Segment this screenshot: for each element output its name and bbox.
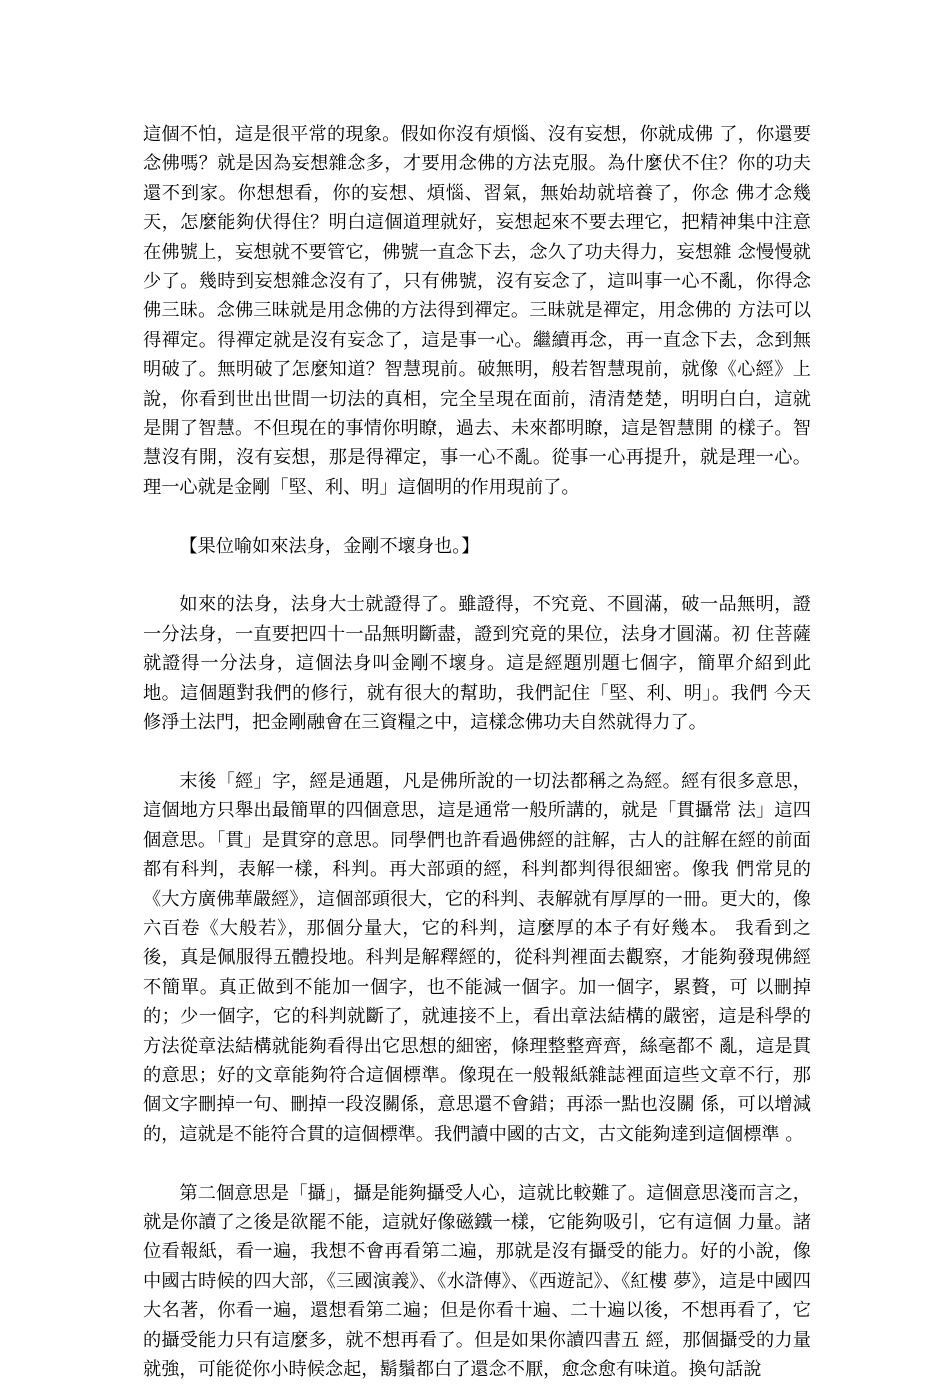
paragraph-5: 第二個意思是「攝」，攝是能夠攝受人心，這就比較難了。這個意思淺而言之，就是你讀了之後是欲罷不能，這就好像磁鐵一樣，它能夠吸引，它有這個 力量。諸位看報紙，看一遍，我想不會再看第二遍，那就是沒有攝受的能力。好的小說，像中國古時候的四大部，《三國演義》、《水滸傳》、《西遊記》、《紅樓 夢》，這是中國四大名著，你看一遍，還想看第二遍；但是你看十遍、二十遍以後，不想再看了，它的攝受能力只有這麼多，就不想再看了。但是如果你讀四書五 經，那個攝受的力量就強，可能從你小時候念起，鬍鬚都白了還念不厭，愈念愈有味道。換句話說 (143, 1182, 811, 1380)
verse-heading: 【果位喻如來法身，金剛不壞身也。】 (179, 535, 480, 557)
paragraph-1: 這個不怕，這是很平常的現象。假如你沒有煩惱、沒有妄想，你就成佛 了，你還要念佛嗎？就是因為妄想雜念多，才要用念佛的方法克服。為什麼伏不住？你的功夫還不到家。你想想看，你的妄想、煩惱、習氣，無始劫就培養了，你念 佛才念幾天，怎麼能夠伏得住？明白這個道理就好，妄想起來不要去理它，把精神集中注意在佛號上，妄想就不要管它，佛號一直念下去，念久了功夫得力，妄想雜 念慢慢就少了。幾時到妄想雜念沒有了，只有佛號，沒有妄念了，這叫事一心不亂，你得念佛三昧。念佛三昧就是用念佛的方法得到禪定。三昧就是禪定，用念佛的 方法可以得禪定。得禪定就是沒有妄念了，這是事一心。繼續再念，再一直念下去，念到無明破了。無明破了怎麼知道？智慧現前。破無明，般若智慧現前，就像《心經》上說，你看到世出世間一切法的真相，完全呈現在面前，清清楚楚，明明白白，這就是開了智慧。不但現在的事情你明瞭，過去、未來都明瞭，這是智慧開 的樣子。智慧沒有開，沒有妄想，那是得禪定，事一心不亂。從事一心再提升，就是理一心。理一心就是金剛「堅、利、明」這個明的作用現前了。 (143, 124, 811, 498)
document-page (143, 120, 811, 1384)
paragraph-4: 末後「經」字，經是通題，凡是佛所說的一切法都稱之為經。經有很多意思，這個地方只舉出最簡單的四個意思，這是通常一般所講的，就是「貫攝常 法」這四個意思。「貫」是貫穿的意思。同學們也許看過佛經的註解，古人的註解在經的前面都有科判，表解一樣，科判。再大部頭的經，科判都判得很細密。像我 們常見的《大方廣佛華嚴經》，這個部頭很大，它的科判、表解就有厚厚的一冊。更大的，像六百卷《大般若》，那個分量大，它的科判，這麼厚的本子有好幾本。 我看到之後，真是佩服得五體投地。科判是解釋經的，從科判裡面去觀察，才能夠發現佛經不簡單。真正做到不能加一個字，也不能減一個字。加一個字，累贅，可 以刪掉的；少一個字，它的科判就斷了，就連接不上，看出章法結構的嚴密，這是科學的方法從章法結構就能夠看得出它思想的細密，條理整整齊齊，絲毫都不 亂，這是貫的意思；好的文章能夠符合這個標準。像現在一般報紙雜誌裡面這些文章不行，那個文字刪掉一句、刪掉一段沒關係，意思還不會錯；再添一點也沒關 係，可以增減的，這就是不能符合貫的這個標準。我們讀中國的古文，古文能夠達到這個標準 。 (143, 770, 811, 1145)
paragraph-3: 如來的法身，法身大士就證得了。雖證得，不究竟、不圓滿，破一品無明，證一分法身，一直要把四十一品無明斷盡，證到究竟的果位，法身才圓滿。初 住菩薩就證得一分法身，這個法身叫金剛不壞身。這是經題別題七個字，簡單介紹到此地。這個題對我們的修行，就有很大的幫助，我們記住「堅、利、明」。我們 今天修淨土法門，把金剛融會在三資糧之中，這樣念佛功夫自然就得力了。 (143, 594, 811, 734)
